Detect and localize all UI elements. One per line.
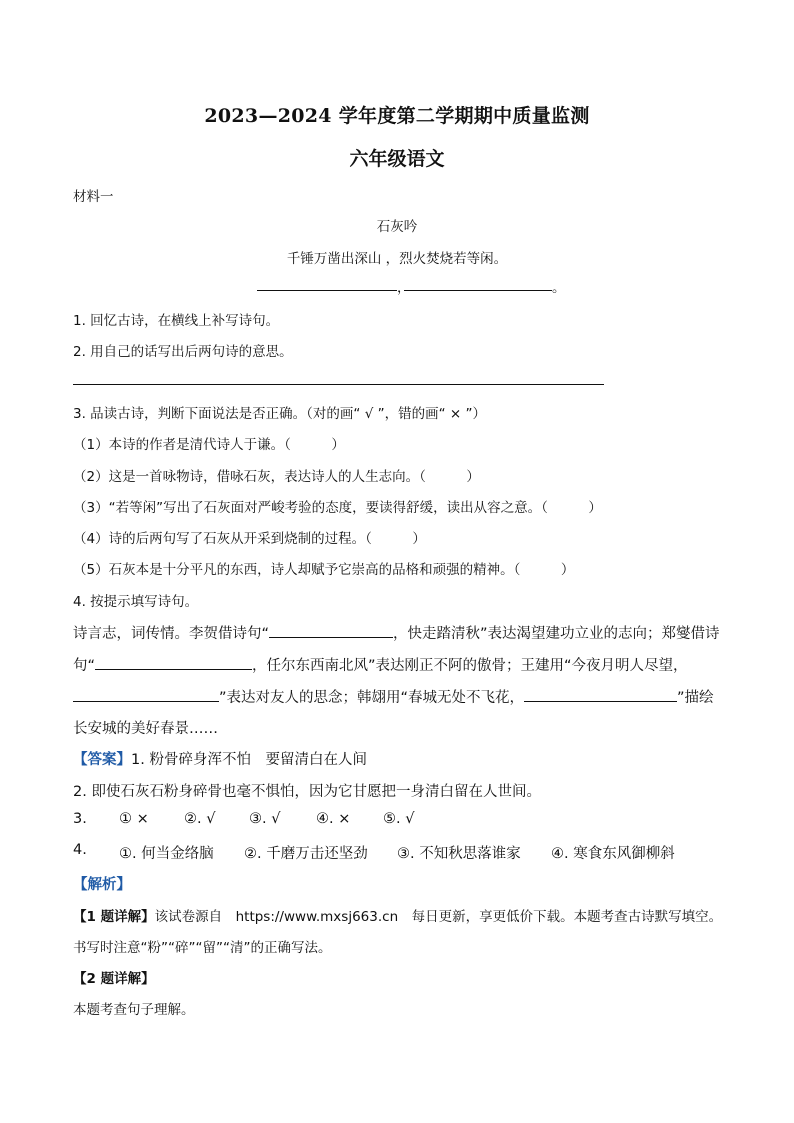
circled-number: ④: [316, 811, 329, 827]
answer-4-value: . 寒食东风御柳斜: [564, 846, 675, 862]
analysis-label: 【解析】: [73, 877, 131, 893]
analysis-row-1: [73, 905, 722, 925]
answer-3-item-2: [184, 811, 215, 827]
q4-paragraph-line-4: 长安城的美好春景……: [73, 721, 218, 737]
answer-3-value: . √: [262, 811, 281, 827]
answer-3-item-1: [119, 811, 149, 827]
answer-3-item-5: [383, 811, 414, 827]
circled-number: ④: [551, 846, 564, 862]
answer-2: 2. 即使石灰石粉身碎骨也毫不惧怕，因为它甘愿把一身清白留在人世间。: [73, 784, 541, 800]
answer-label: 【答案】: [73, 752, 131, 768]
exam-subtitle: 六年级语文: [349, 148, 445, 170]
question-4: 4. 按提示填写诗句。: [73, 594, 199, 610]
answer-3-value: . √: [197, 811, 216, 827]
q4-paragraph-line-2: [73, 654, 723, 675]
detail-1-text-2: 书写时注意“粉”“碎”“留”“清”的正确写法。: [73, 940, 332, 956]
q4-text-1b: ，快走踏清秋”表达渴望建功立业的志向；郑燮借诗: [393, 626, 720, 642]
circled-number: ①: [119, 811, 132, 827]
q4-text-2a: 句“: [73, 658, 96, 674]
q4-blank-1: [269, 625, 393, 638]
circled-number: ⑤: [383, 811, 396, 827]
answer-4-num: 4.: [73, 842, 87, 858]
circled-number: ③: [249, 811, 262, 827]
detail-1-label: 【1 题详解】: [73, 909, 155, 925]
circled-number: ③: [397, 846, 410, 862]
q4-paragraph-line-3: [73, 686, 723, 707]
exam-title: 2023—2024 学年度第二学期期中质量监测: [204, 105, 590, 127]
detail-2-label: 【2 题详解】: [73, 971, 155, 987]
detail-2-text: 本题考查句子理解。: [73, 1002, 195, 1018]
answer-4-value: . 不知秋思落谁家: [410, 846, 521, 862]
poem-blank-1: [257, 290, 397, 291]
q4-text-1a: 诗言志，词传情。李贺借诗句“: [73, 626, 270, 642]
poem-line-1: 千锤万凿出深山 ，烈火焚烧若等闲。: [286, 251, 508, 267]
answer-4-value: . 千磨万击还坚劲: [257, 846, 368, 862]
q4-blank-3: [73, 689, 219, 702]
answer-3-item-4: [316, 811, 350, 827]
poem-blank-2: [404, 290, 552, 291]
question-1: 1. 回忆古诗，在横线上补写诗句。: [73, 313, 280, 329]
answer-row-1: [73, 748, 367, 769]
answer-3-value: ×: [136, 811, 149, 827]
q3-item-5: （5）石灰本是十分平凡的东西，诗人却赋予它崇高的品格和顽强的精神。（ ）: [73, 562, 575, 578]
answer-3-value: . ×: [329, 811, 351, 827]
question-2: 2. 用自己的话写出后两句诗的意思。: [73, 344, 293, 360]
answer-4-item-4: [551, 842, 675, 863]
q3-item-4: （4）诗的后两句写了石灰从开采到烧制的过程。（ ）: [73, 531, 426, 547]
poem-comma: ，: [397, 280, 411, 296]
answer-3-num: 3.: [73, 811, 87, 827]
answer-line-q2: [73, 384, 604, 385]
q3-item-3: （3）“若等闲”写出了石灰面对严峻考验的态度，要读得舒缓，读出从容之意。（ ）: [73, 500, 602, 516]
q3-item-1: （1）本诗的作者是清代诗人于谦。（ ）: [73, 437, 345, 453]
answer-4-item-2: [244, 842, 368, 863]
answer-4-item-3: [397, 842, 521, 863]
answer-4-item-1: [119, 842, 214, 863]
answer-4-value: . 何当金络脑: [132, 846, 214, 862]
q4-paragraph-line-1: [73, 622, 723, 643]
circled-number: ①: [119, 846, 132, 862]
answer-3-value: . √: [396, 811, 415, 827]
detail-1-text: 该试卷源自 https://www.mxsj663.cn 每日更新，享更低价下载。本题考查古诗默写填空。: [154, 909, 723, 925]
answer-1: 1. 粉骨碎身浑不怕 要留清白在人间: [131, 752, 367, 768]
q4-blank-2: [95, 657, 252, 670]
answer-3-item-3: [249, 811, 280, 827]
q4-blank-4: [524, 689, 677, 702]
q4-text-3a: ”表达对友人的思念；韩翃用“春城无处不飞花，: [219, 690, 525, 706]
circled-number: ②: [244, 846, 257, 862]
poem-period: 。: [552, 280, 566, 296]
poem-title: 石灰吟: [376, 219, 418, 235]
q4-text-3b: ”描绘: [677, 690, 714, 706]
q3-item-2: （2）这是一首咏物诗，借咏石灰，表达诗人的人生志向。（ ）: [73, 469, 480, 485]
circled-number: ②: [184, 811, 197, 827]
question-3: 3. 品读古诗，判断下面说法是否正确。（对的画“ √ ”，错的画“ × ”）: [73, 406, 486, 422]
q4-text-2b: ，任尔东西南北风”表达刚正不阿的傲骨；王建用“今夜月明人尽望，: [252, 658, 688, 674]
material-label: 材料一: [73, 189, 114, 205]
